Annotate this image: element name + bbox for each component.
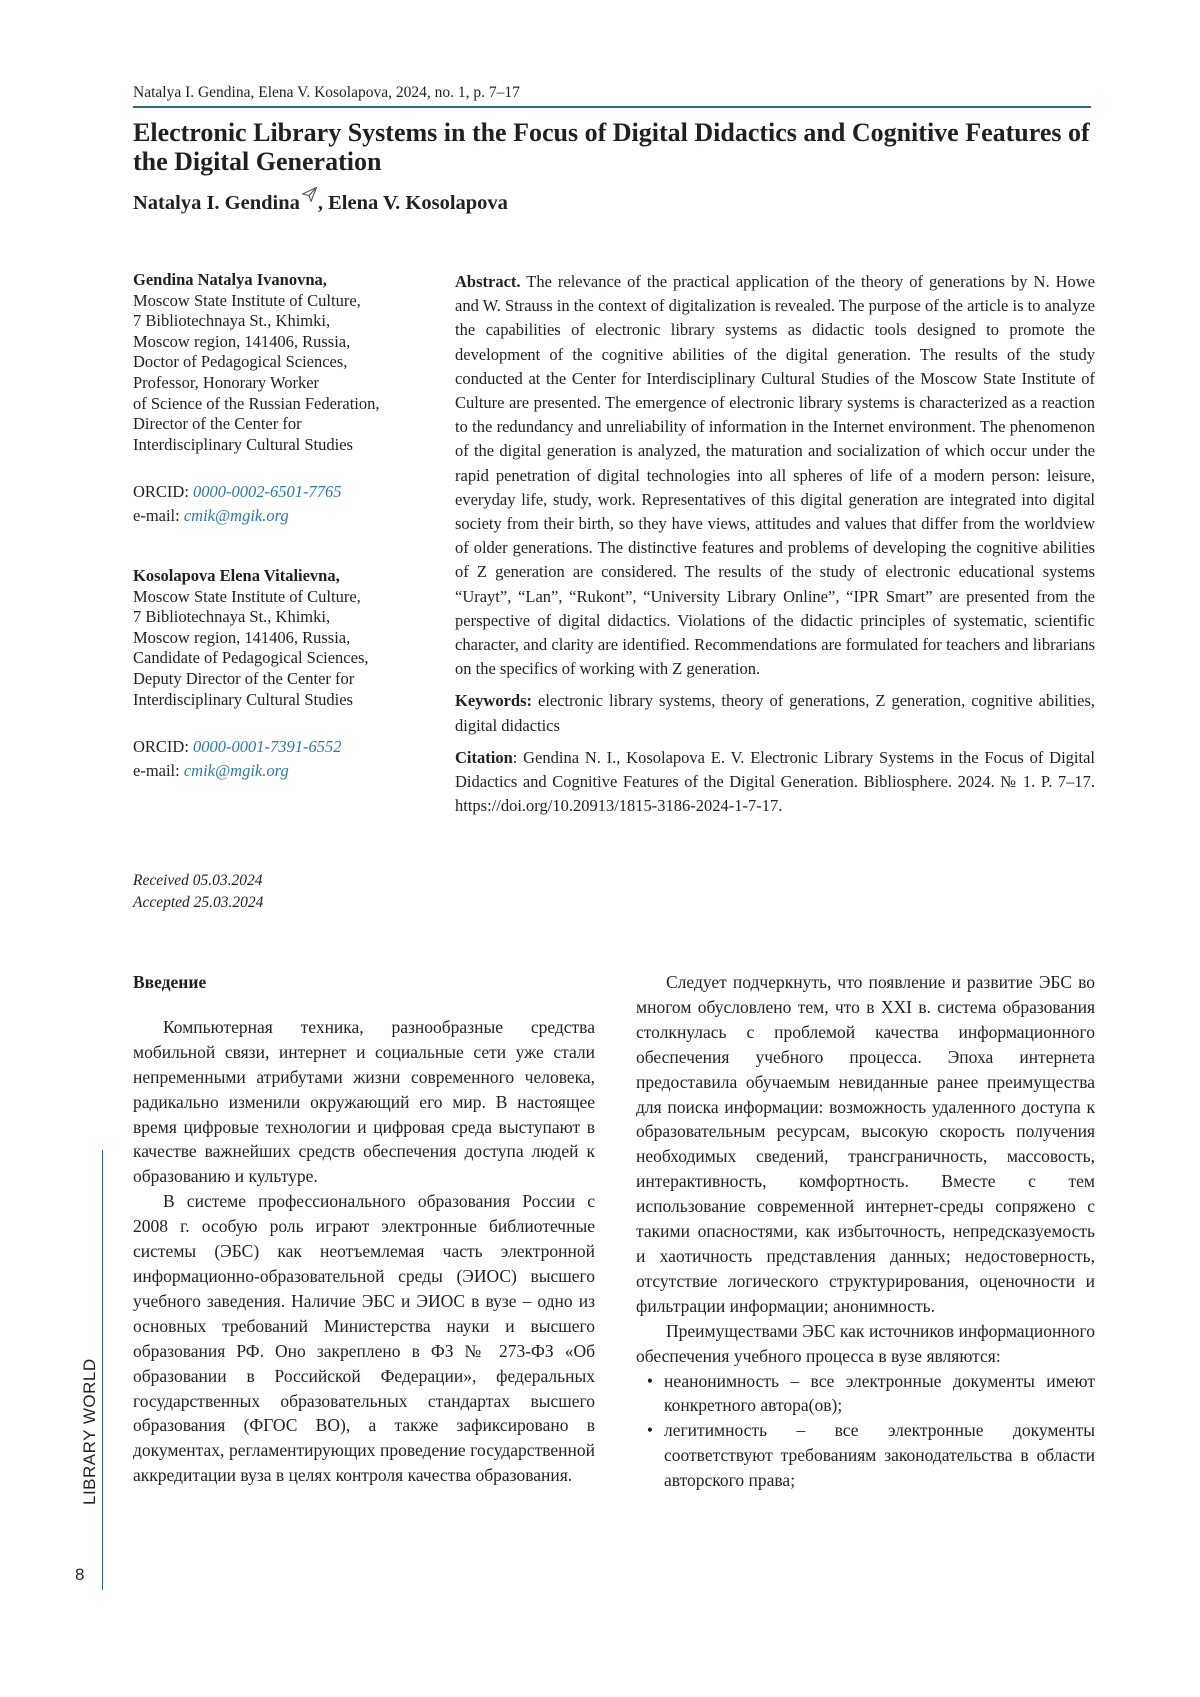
affiliation-1 [133, 270, 433, 455]
email-label: e-mail: [133, 761, 184, 780]
affiliation-line: Moscow State Institute of Culture, [133, 290, 361, 310]
affiliation-line: Interdisciplinary Cultural Studies [133, 434, 353, 454]
abstract [455, 270, 1095, 681]
list-item-text: легитимность – все электронные документы соответствуют требованиям законодательства в области авторского права; [664, 1420, 1095, 1491]
bullet-mark: • [646, 1420, 654, 1441]
list-item [636, 1369, 1095, 1419]
affiliation-line: of Science of the Russian Federation, [133, 393, 380, 413]
affiliation-line: Moscow State Institute of Culture, [133, 586, 361, 606]
keywords-text: electronic library systems, theory of generations, Z generation, cognitive abilities, digital didactics [455, 691, 1095, 735]
affiliation-line: Candidate of Pedagogical Sciences, [133, 648, 369, 668]
body-paragraph: В системе профессионального образования России с 2008 г. особую роль играют электронные библиотечные системы (ЭБС) как неотъемлемая часть электронной информационно-образовательной среды (ЭИОС) высшего учебного заведения. Наличие ЭБС и ЭИОС в вузе – одно из основных требований Министерства науки и высшего образования РФ. Оно закреплено в ФЗ № 273-ФЗ «Об образовании в Российской Федерации», федеральных государственных образовательных стандартах высшего образования (ФГОС ВО), а также зафиксировано в документах, регламентирующих проведение государственной аккредитации вуза в целях контроля качества образования. [133, 1191, 595, 1486]
contact-2 [133, 735, 433, 783]
accepted-date: Accepted 25.03.2024 [133, 894, 264, 911]
citation-label: Citation [455, 747, 513, 767]
orcid-link[interactable]: 0000-0001-7391-6552 [193, 737, 342, 756]
abstract-text: The relevance of the practical application of the theory of generations by N. Howe and W. Strauss in the context of digitalization is revealed. The purpose of the article is to analyze the capabilities of electronic library systems as didactic tools designed to promote the development of the cognitive abilities of the digital generation. The results of the study conducted at the Center for Interdisciplinary Cultural Studies of the Moscow State Institute of Culture are presented. The emergence of electronic library systems is characterized as a reaction to the redundancy and unreliability of information in the Internet environment. The phenomenon of the digital generation is analyzed, the maturation and socialization of which occur under the rapid penetration of digital technologies into all spheres of life of a modern person: leisure, everyday life, study, work. Representatives of this digital generation are integrated into digital society from their birth, so they have views, attitudes and values that differ from the worldview of older generations. The distinctive features and problems of developing the cognitive abilities of Z generation are considered. The results of the study of electronic educational systems “Urayt”, “Lan”, “Rukont”, “University Library Online”, “IPR Smart” are presented from the perspective of digital didactics. Violations of the didactic principles of systematic, scientific character, and clarity are identified. Recommendations are formulated for teachers and librarians on the specifics of working with Z generation. [455, 272, 1095, 679]
affiliation-line: Deputy Director of the Center for [133, 668, 355, 688]
citation-text: : Gendina N. I., Kosolapova E. V. Electronic Library Systems in the Focus of Digital Didactics and Cognitive Features of the Digital Generation. Bibliosphere. 2024. № 1. P. 7–17. https://doi.org/10.20913/1815-3186-2024-1-7-17. [455, 747, 1095, 816]
orcid-label: ORCID: [133, 482, 194, 501]
keywords-label: Keywords: [455, 691, 532, 711]
email-link[interactable]: cmik@mgik.org [183, 506, 289, 525]
affiliation-line: Interdisciplinary Cultural Studies [133, 689, 353, 709]
affiliation-line: Moscow region, 141406, Russia, [133, 331, 351, 351]
affiliation-line: Professor, Honorary Worker [133, 372, 320, 392]
page-number: 8 [75, 1565, 85, 1584]
journal-section-label: LIBRARY WORLD [80, 1358, 99, 1505]
body-paragraph: Следует подчеркнуть, что появление и развитие ЭБС во многом обусловлено тем, что в XXI в. система образования столкнулась с проблемой качества информационного обеспечения учебного процесса. Эпоха интернета предоставила обучаемым невиданные ранее преимущества для поиска информации: возможность удаленного доступа к образовательным ресурсам, высокую скорость получения необходимых сведений, трансграничность, массовость, интерактивность, комфортность. Вместе с тем использование современной интернет-среды сопряжено с такими опасностями, как избыточность, непредсказуемость и хаотичность представления данных; недостоверность, отсутствие логического структурирования, оценочности и фильтрации информации; анонимность. [636, 972, 1095, 1316]
affiliation-line: 7 Bibliotechnaya St., Khimki, [133, 311, 331, 331]
bullet-mark: • [646, 1370, 654, 1391]
side-rule [102, 1150, 103, 1590]
contact-1 [133, 480, 433, 528]
body-column-right [636, 970, 1095, 1493]
header-rule [133, 106, 1091, 108]
email-label: e-mail: [133, 506, 184, 525]
abstract-block [455, 270, 1095, 826]
affiliation-line: Director of the Center for [133, 414, 302, 434]
affiliation-line: 7 Bibliotechnaya St., Khimki, [133, 607, 331, 627]
article-title: Electronic Library Systems in the Focus of Digital Didactics and Cognitive Features of the Digital Generation [133, 118, 1090, 176]
orcid-link[interactable]: 0000-0002-6501-7765 [193, 482, 342, 501]
author-line [133, 186, 508, 215]
list-item [636, 1418, 1095, 1493]
received-accepted-dates [133, 870, 263, 914]
keywords [455, 689, 1095, 737]
citation [455, 746, 1095, 819]
section-heading: Введение [133, 972, 207, 992]
affiliation-name: Gendina Natalya Ivanovna, [133, 270, 327, 289]
affiliation-line: Moscow region, 141406, Russia, [133, 627, 351, 647]
list-item-text: неанонимность – все электронные документы имеют конкретного автора(ов); [664, 1370, 1095, 1416]
abstract-label: Abstract. [455, 272, 521, 291]
corresponding-author-icon [301, 186, 318, 203]
affiliation-2 [133, 566, 433, 710]
running-head: Natalya I. Gendina, Elena V. Kosolapova, 2024, no. 1, p. 7–17 [133, 84, 520, 101]
received-date: Received 05.03.2024 [133, 872, 263, 889]
body-column-left [133, 970, 595, 1488]
orcid-label: ORCID: [133, 737, 194, 756]
affiliation-name: Kosolapova Elena Vitalievna, [133, 566, 340, 585]
author-1: Natalya I. Gendina [133, 192, 300, 214]
affiliation-line: Doctor of Pedagogical Sciences, [133, 352, 348, 372]
body-paragraph: Преимуществами ЭБС как источников информационного обеспечения учебного процесса в вузе являются: [636, 1320, 1095, 1366]
body-paragraph: Компьютерная техника, разнообразные средства мобильной связи, интернет и социальные сети уже стали непременными атрибутами жизни современного человека, радикально изменили окружающий его мир. В настоящее время цифровые технологии и цифровая среда выступают в качестве важнейших средств обеспечения доступа людей к образованию и культуре. [133, 1016, 595, 1187]
author-2: , Elena V. Kosolapova [317, 192, 508, 214]
email-link[interactable]: cmik@mgik.org [183, 761, 289, 780]
